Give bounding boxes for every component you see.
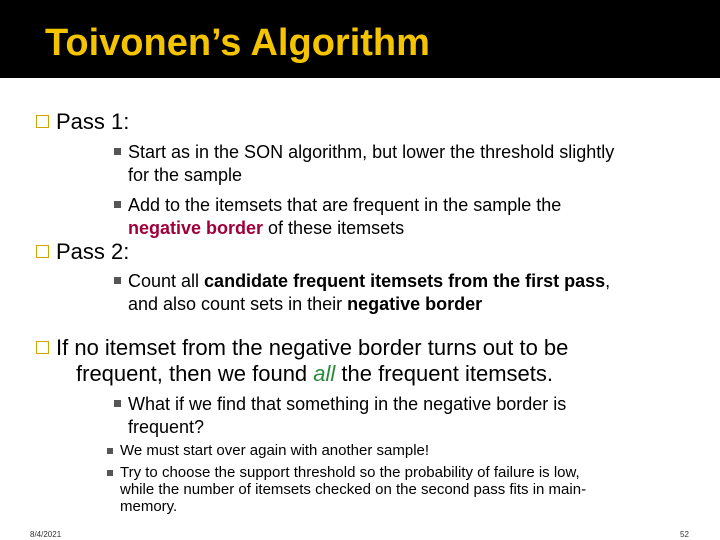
pass1-item1-line2: for the sample (128, 165, 243, 185)
hollow-square-bullet-icon (36, 245, 49, 258)
pass2-line2-pre: and also count sets in their (128, 294, 348, 314)
hollow-square-bullet-icon (36, 115, 49, 128)
square-bullet-icon (107, 470, 113, 476)
slide-title: Toivonen’s Algorithm (45, 22, 430, 64)
point3-sub-line2: frequent? (128, 417, 205, 437)
square-bullet-icon (107, 448, 113, 454)
point3-sub-line1: What if we find that something in the negative border is (128, 394, 567, 414)
pass2-line2-bold: negative border (347, 294, 483, 314)
pass2-heading: Pass 2: (56, 239, 130, 264)
square-bullet-icon (114, 400, 121, 407)
square-bullet-icon (114, 277, 121, 284)
pass2-line1 (128, 270, 610, 293)
point3-line2 (76, 361, 553, 387)
all-emphasis: all (313, 361, 336, 386)
pass2-line1-pre: Count all (128, 271, 205, 291)
pass1-item1-line1: Start as in the SON algorithm, but lower the threshold slightly (128, 142, 615, 162)
pass1-item2-line2 (128, 217, 404, 240)
pass2-line1-bold: candidate frequent itemsets from the first pass (204, 271, 606, 291)
point3-line1: If no itemset from the negative border turns out to be (56, 335, 569, 360)
point3-line2-pre: frequent, then we found (76, 361, 314, 386)
hollow-square-bullet-icon (36, 341, 49, 354)
subsub-item1: We must start over again with another sample! (120, 442, 430, 459)
subsub-item2-line2: while the number of itemsets checked on the second pass fits in main- (120, 481, 587, 498)
pass1-item2-rest: of these itemsets (263, 218, 405, 238)
square-bullet-icon (114, 201, 121, 208)
pass1-heading: Pass 1: (56, 109, 130, 134)
footer-date: 8/4/2021 (30, 530, 62, 539)
pass2-line1-post: , (605, 271, 611, 291)
footer-page-number: 52 (680, 530, 689, 539)
pass1-item2-line1: Add to the itemsets that are frequent in the sample the (128, 195, 562, 215)
subsub-item2-line3: memory. (120, 498, 178, 515)
subsub-item2-line1: Try to choose the support threshold so the probability of failure is low, (120, 464, 580, 481)
square-bullet-icon (114, 148, 121, 155)
pass2-line2 (128, 293, 482, 316)
point3-line2-post: the frequent itemsets. (335, 361, 553, 386)
negative-border-highlight: negative border (128, 218, 264, 238)
